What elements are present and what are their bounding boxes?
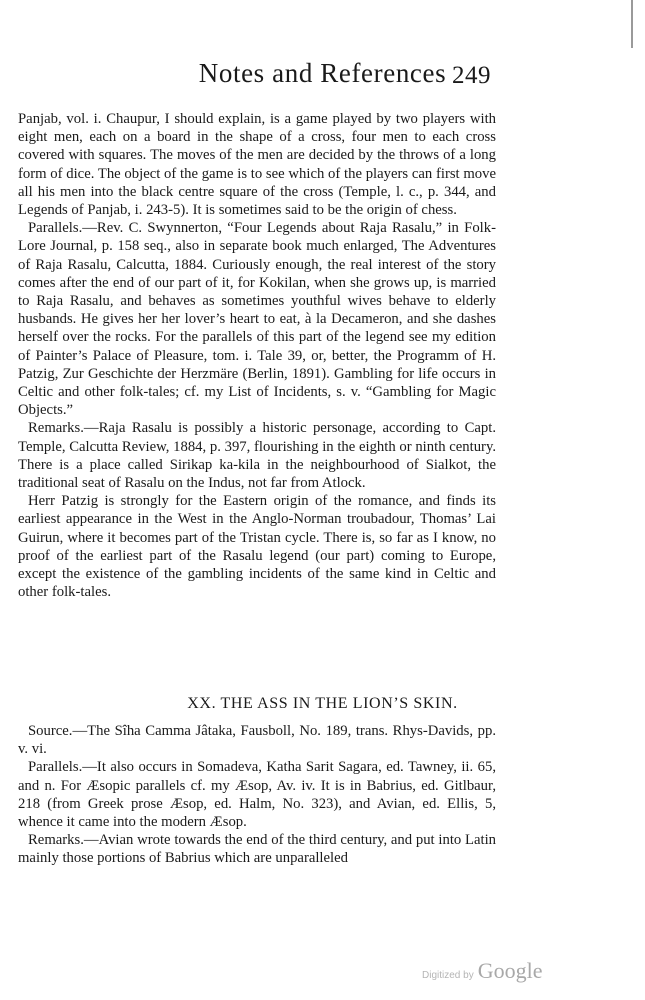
page-edge-mark xyxy=(631,0,633,48)
paragraph-parallels-2: Parallels.—It also occurs in Somadeva, Katha Sarit Sagara, ed. Tawney, ii. 65, and n. For Æsopic parallels cf. my Æsop, Av. iv. It is in Babrius, ed. Gitlbaur, 218 (from Greek prose Æsop, ed. Halm, No. 323), and Avian, ed. Ellis, 5, whence it came into the modern Æsop. xyxy=(18,759,496,831)
section-heading: XX. THE ASS IN THE LION’S SKIN. xyxy=(187,695,458,712)
paragraph-chaupur: Panjab, vol. i. Chaupur, I should explain, is a game played by two players with eight men, each on a board in the shape of a cross, four men to each cross covered with squares. The moves of the men are decided by the throws of a long form of dice. The object of the game is to see which of the players can first move all his men into the black centre square of the cross (Temple, l. c., p. 344, and Legends of Panjab, i. 243-5). It is sometimes said to be the origin of chess. xyxy=(18,111,496,219)
running-head-title: Notes and References xyxy=(198,58,447,88)
paragraph-parallels: Parallels.—Rev. C. Swynnerton, “Four Legends about Raja Rasalu,” in Folk-Lore Journal, p. 158 seq., also in separate book much enlarged, The Adventures of Raja Rasalu, Calcutta, 1884. Curiously enough, the real interest of the story comes after the end of our part of it, for Kokilan, when she grows up, is married to Raja Rasalu, and behaves as sometimes youthful wives behave to elderly husbands. He gives her her lover’s heart to eat, à la Decameron, and she dashes herself over the rocks. For the parallels of this part of the legend see my edition of Painter’s Palace of Pleasure, tom. i. Tale 39, or, better, the Programm of H. Patzig, Zur Geschichte der Herzmäre (Berlin, 1891). Gambling for life occurs in Celtic and other folk-tales; cf. my List of Incidents, s. v. “Gambling for Magic Objects.” xyxy=(18,220,496,419)
digitized-label: Digitized by xyxy=(422,970,474,981)
paragraph-remarks-2: Remarks.—Avian wrote towards the end of the third century, and put into Latin mainly those portions of Babrius which are unparalleled xyxy=(18,832,496,867)
google-logo: Google xyxy=(477,958,543,983)
paragraph-patzig: Herr Patzig is strongly for the Eastern origin of the romance, and finds its earliest appearance in the West in the Anglo-Norman troubadour, Thomas’ Lai Guirun, where it becomes part of the Tristan cycle. There is, so far as I know, no proof of the earliest part of the Rasalu legend (our part) coming to Europe, except the existence of the gambling incidents of the same kind in Celtic and other folk-tales. xyxy=(18,493,496,601)
notes-block-ass-lion xyxy=(18,722,496,868)
paragraph-source: Source.—The Sîha Camma Jâtaka, Fausboll, No. 189, trans. Rhys-Davids, pp. v. vi. xyxy=(18,723,496,758)
notes-block-raja-rasalu xyxy=(18,110,496,601)
digitized-watermark xyxy=(422,958,542,984)
page-number: 249 xyxy=(452,62,491,89)
paragraph-remarks: Remarks.—Raja Rasalu is possibly a historic personage, according to Capt. Temple, Calcutta Review, 1884, p. 397, flourishing in the eighth or ninth century. There is a place called Sirikap ka-kila in the neighbourhood of Sialkot, the traditional seat of Rasalu on the Indus, not far from Atlock. xyxy=(18,420,496,492)
